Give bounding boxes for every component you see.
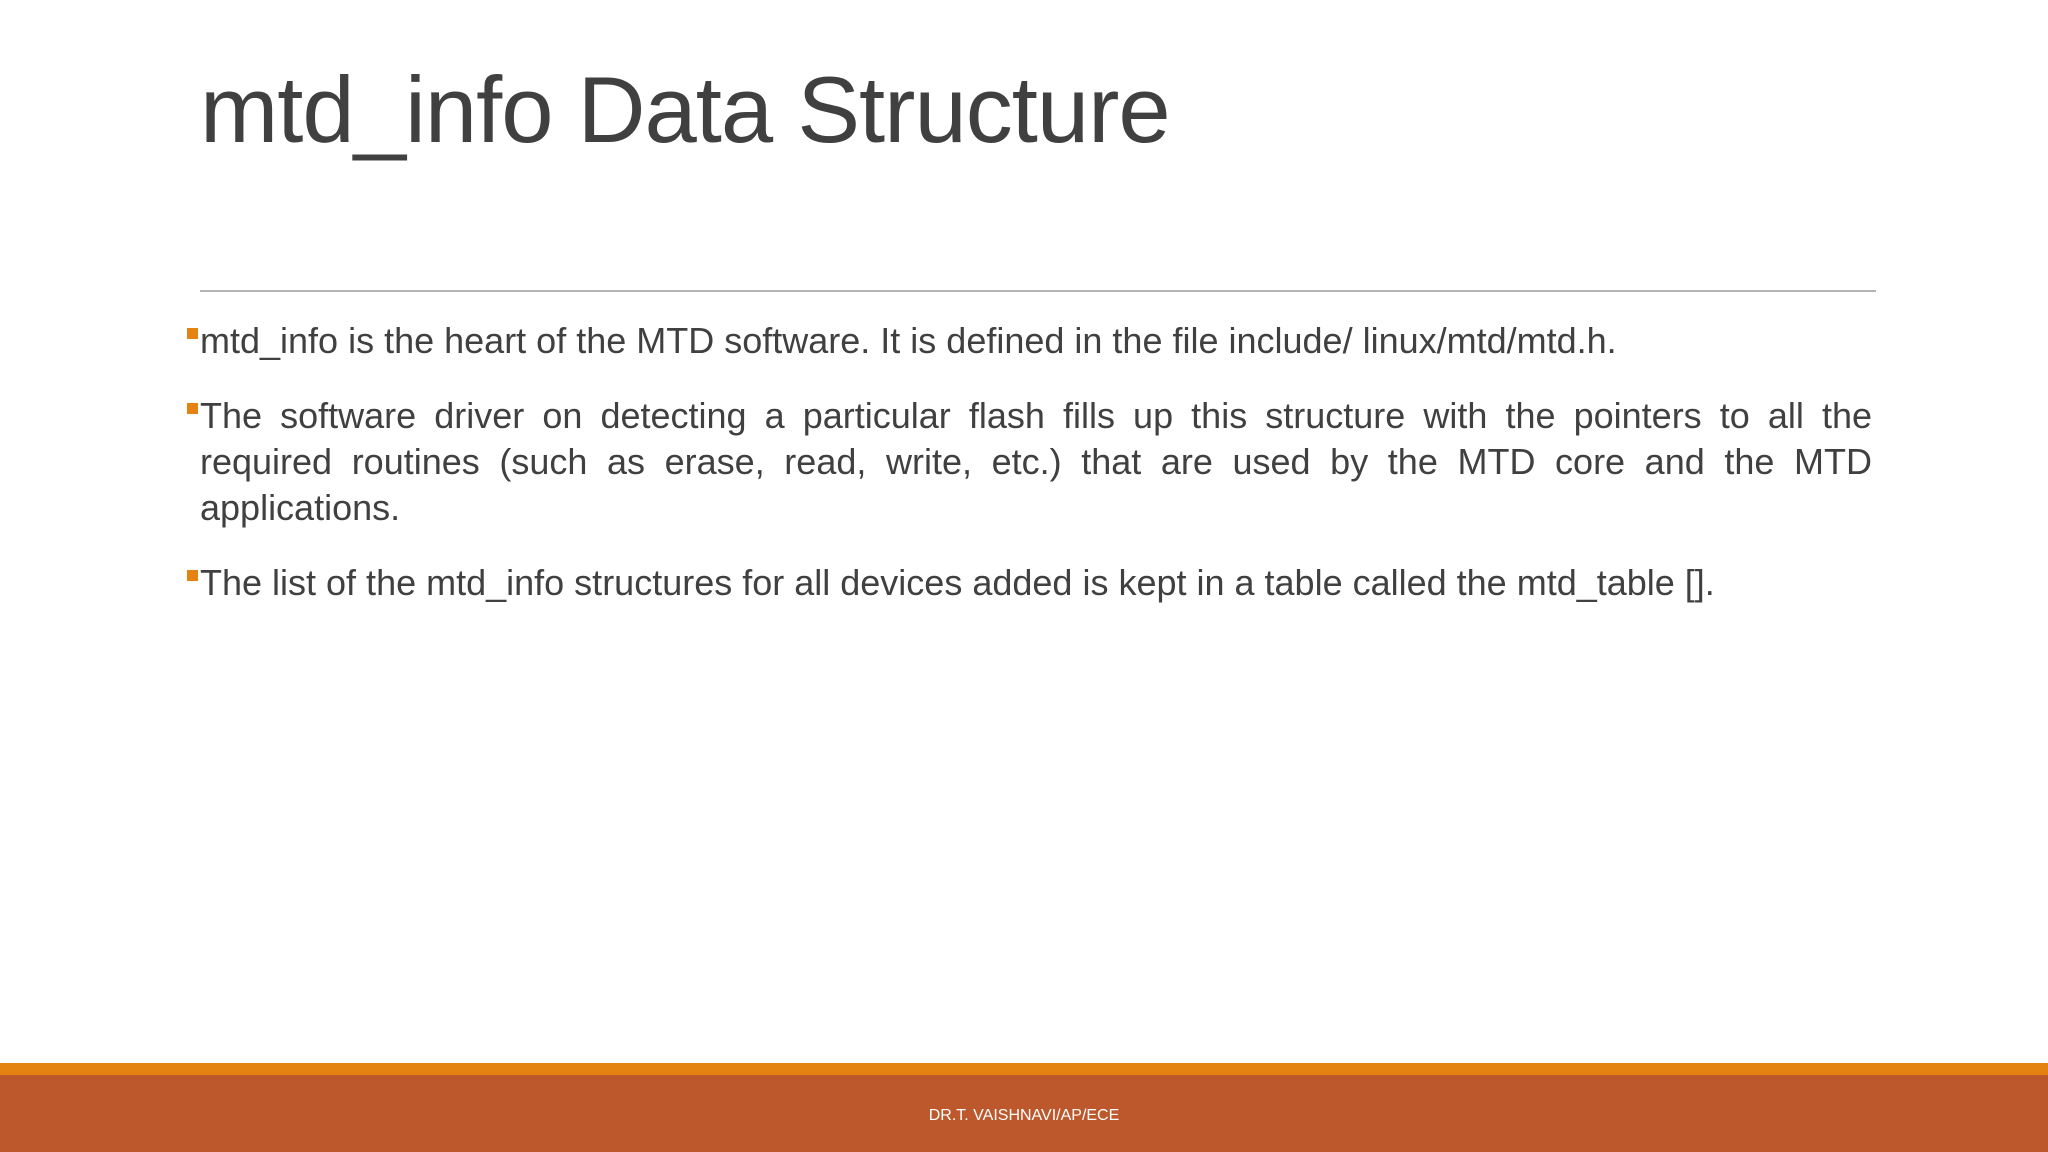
- slide-title: mtd_info Data Structure: [200, 57, 1170, 162]
- square-bullet-icon: [187, 570, 198, 581]
- square-bullet-icon: [187, 403, 198, 414]
- bullet-item: [200, 560, 1872, 606]
- bullet-list: [200, 318, 1872, 635]
- bullet-item: [200, 393, 1872, 531]
- square-bullet-icon: [187, 328, 198, 339]
- bullet-text: mtd_info is the heart of the MTD software. It is defined in the file include/ linux/mtd/mtd.h.: [200, 320, 1617, 361]
- title-divider: [200, 290, 1876, 292]
- bullet-item: [200, 318, 1872, 364]
- bullet-text: The software driver on detecting a particular flash fills up this structure with the pointers to all the required routines (such as erase, read, write, etc.) that are used by the MTD core and the MTD applications.: [200, 395, 1872, 528]
- footer-author: DR.T. VAISHNAVI/AP/ECE: [928, 1107, 1120, 1124]
- bullet-text: The list of the mtd_info structures for all devices added is kept in a table called the mtd_table [].: [200, 562, 1715, 603]
- footer-accent-stripe: [0, 1063, 2048, 1075]
